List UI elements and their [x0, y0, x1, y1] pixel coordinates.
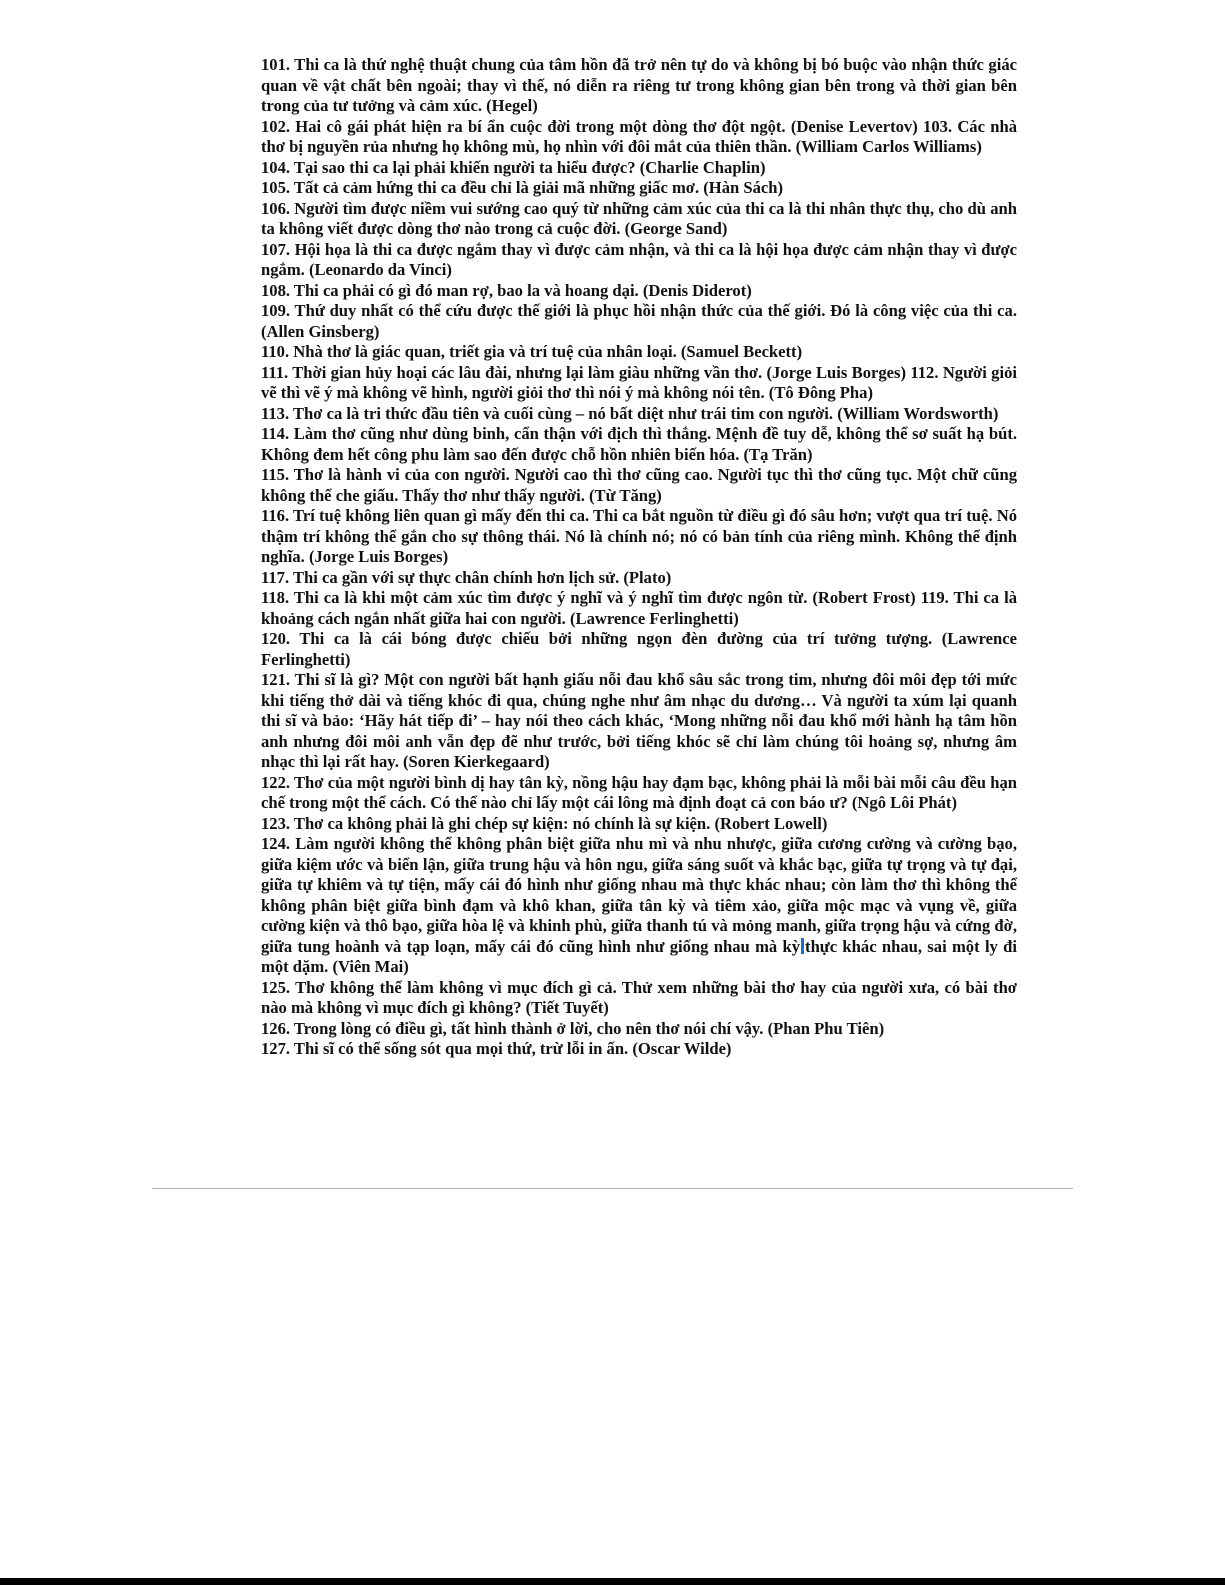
- paragraph-106: 106. Người tìm được niềm vui sướng cao quý từ những cảm xúc của thi ca là thi nhân thực thụ, cho dù anh ta không viết được dòng thơ nào trong cả cuộc đời. (George Sand): [261, 198, 1017, 238]
- paragraph-105: 105. Tất cả cảm hứng thi ca đều chỉ là giải mã những giấc mơ. (Hàn Sách): [261, 178, 784, 197]
- paragraph-113: 113. Thơ ca là tri thức đầu tiên và cuối cùng – nó bất diệt như trái tim con người. (William Wordsworth): [261, 403, 999, 423]
- paragraph-124-head: 124. Làm người không thể không phân biệt giữa nhu mì và nhu nhược, giữa cương cường và cường bạo, giữa kiệm ước và biển lận, giữa trung hậu và hôn ngu, giữa sáng suốt và khắc bạc, giữa tự trọng và tự đại, giữa tự khiêm và tự tiện, mấy cái đó hình như giống nhau mà thực khác nhau; còn làm thơ thì không thể không phân biệt giữa bình đạm và khô khan, giữa tân kỳ và tiêm xảo, giữa mộc mạc và vụng về, giữa cường kiện và thô bạo, giữa hòa lệ và khinh phù, giữa thanh tú và mỏng manh, giữa trọng hậu và cứng đờ, giữa tung hoành và tạp loạn, mấy cái đó cũng hình như giống nhau mà kỳ: [261, 834, 1017, 956]
- paragraph-109: 109. Thứ duy nhất có thể cứu được thế giới là phục hồi nhận thức của thế giới. Đó là công việc của thi ca. (Allen Ginsberg): [261, 301, 1017, 341]
- bottom-edge-bar: [0, 1578, 1225, 1585]
- page-divider: [152, 1188, 1073, 1189]
- paragraph-104: 104. Tại sao thi ca lại phải khiến người ta hiểu được? (Charlie Chaplin): [261, 157, 766, 177]
- paragraph-123: 123. Thơ ca không phải là ghi chép sự kiện: nó chính là sự kiện. (Robert Lowell): [261, 813, 828, 833]
- paragraph-116: 116. Trí tuệ không liên quan gì mấy đến thi ca. Thi ca bắt nguồn từ điều gì đó sâu hơn; vượt qua trí tuệ. Nó thậm trí không thể gắn cho sự thông thái. Nó là chính nó; nó có bản tính của riêng mình. Không thể định nghĩa. (Jorge Luis Borges): [261, 506, 1017, 566]
- paragraph-117: 117. Thi ca gần với sự thực chân chính hơn lịch sử. (Plato): [261, 567, 672, 587]
- paragraph-108: 108. Thi ca phải có gì đó man rợ, bao la và hoang dại. (Denis Diderot): [261, 280, 752, 300]
- paragraph-122: 122. Thơ của một người bình dị hay tân kỳ, nồng hậu hay đạm bạc, không phải là mỗi bài mỗi câu đều hạn chế trong một thể cách. Có thể nào chỉ lấy một cái lông mà định đoạt cả con báo ư? (Ngô Lôi Phát): [261, 772, 1017, 812]
- paragraph-114: 114. Làm thơ cũng như dùng binh, cẩn thận với địch thì thắng. Mệnh đề tuy dễ, không thể sơ suất hạ bút. Không đem hết công phu làm sao đến được chỗ hồn nhiên biến hóa. (Tạ Trăn): [261, 424, 1017, 464]
- document-body[interactable]: [261, 55, 1017, 1060]
- paragraph-118: 118. Thi ca là khi một cảm xúc tìm được ý nghĩ và ý nghĩ tìm được ngôn từ. (Robert Frost) 119. Thi ca là khoảng cách ngắn nhất giữa hai con người. (Lawrence Ferlinghetti): [261, 588, 1017, 628]
- paragraph-126: 126. Trong lòng có điều gì, tất hình thành ở lời, cho nên thơ nói chí vậy. (Phan Phu Tiên): [261, 1018, 885, 1038]
- paragraph-120: 120. Thi ca là cái bóng được chiếu bởi những ngọn đèn đường của trí tưởng tượng. (Lawrence Ferlinghetti): [261, 629, 1017, 669]
- paragraph-102: 102. Hai cô gái phát hiện ra bí ẩn cuộc đời trong một dòng thơ đột ngột. (Denise Levertov) 103. Các nhà thơ bị nguyền rủa nhưng họ không mù, họ nhìn với đôi mắt của thiên thần. (William Carlos Williams): [261, 116, 1017, 156]
- paragraph-101: 101. Thi ca là thứ nghệ thuật chung của tâm hồn đã trở nên tự do và không bị bó buộc vào nhận thức giác quan về vật chất bên ngoài; thay vì thế, nó diễn ra riêng tư trong không gian bên trong và thời gian bên trong của tư tưởng và cảm xúc. (Hegel): [261, 55, 1017, 115]
- text-cursor: [801, 938, 804, 954]
- paragraph-125: 125. Thơ không thể làm không vì mục đích gì cả. Thử xem những bài thơ hay của người xưa, có bài thơ nào mà không vì mục đích gì không? (Tiết Tuyết): [261, 977, 1017, 1017]
- paragraph-115: 115. Thơ là hành vi của con người. Người cao thì thơ cũng cao. Người tục thì thơ cũng tục. Một chữ cũng không thể che giấu. Thấy thơ như thấy người. (Từ Tăng): [261, 465, 1017, 505]
- paragraph-110: 110. Nhà thơ là giác quan, triết gia và trí tuệ của nhân loại. (Samuel Beckett): [261, 342, 803, 361]
- paragraph-124: [261, 834, 1017, 978]
- paragraph-107: 107. Hội họa là thi ca được ngắm thay vì được cảm nhận, và thi ca là hội họa được cảm nhận thay vì được ngắm. (Leonardo da Vinci): [261, 239, 1017, 279]
- paragraph-111: 111. Thời gian hủy hoại các lâu đài, nhưng lại làm giàu những vần thơ. (Jorge Luis Borges) 112. Người giỏi vẽ thì vẽ ý mà không vẽ hình, người giỏi thơ thì nói ý mà không nói tên. (Tô Đông Pha): [261, 362, 1017, 402]
- paragraph-121: 121. Thi sĩ là gì? Một con người bất hạnh giấu nỗi đau khổ sâu sắc trong tim, nhưng đôi môi đẹp tới mức khi tiếng thở dài và tiếng khóc đi qua, chúng nghe như âm nhạc du dương… Và người ta xúm lại quanh thi sĩ và bảo: ‘Hãy hát tiếp đi’ – hay nói theo cách khác, ‘Mong những nỗi đau khổ mới hành hạ tâm hồn anh nhưng đôi môi anh vẫn đẹp đẽ như trước, bởi tiếng khóc sẽ chỉ làm chúng tôi hoảng sợ, nhưng âm nhạc thì lại rất hay. (Soren Kierkegaard): [261, 670, 1017, 771]
- paragraph-127: 127. Thi sĩ có thể sống sót qua mọi thứ, trừ lỗi in ấn. (Oscar Wilde): [261, 1039, 732, 1058]
- paragraph-124-tail: thực khác nhau, sai một ly đi một dặm. (Viên Mai): [261, 936, 1018, 976]
